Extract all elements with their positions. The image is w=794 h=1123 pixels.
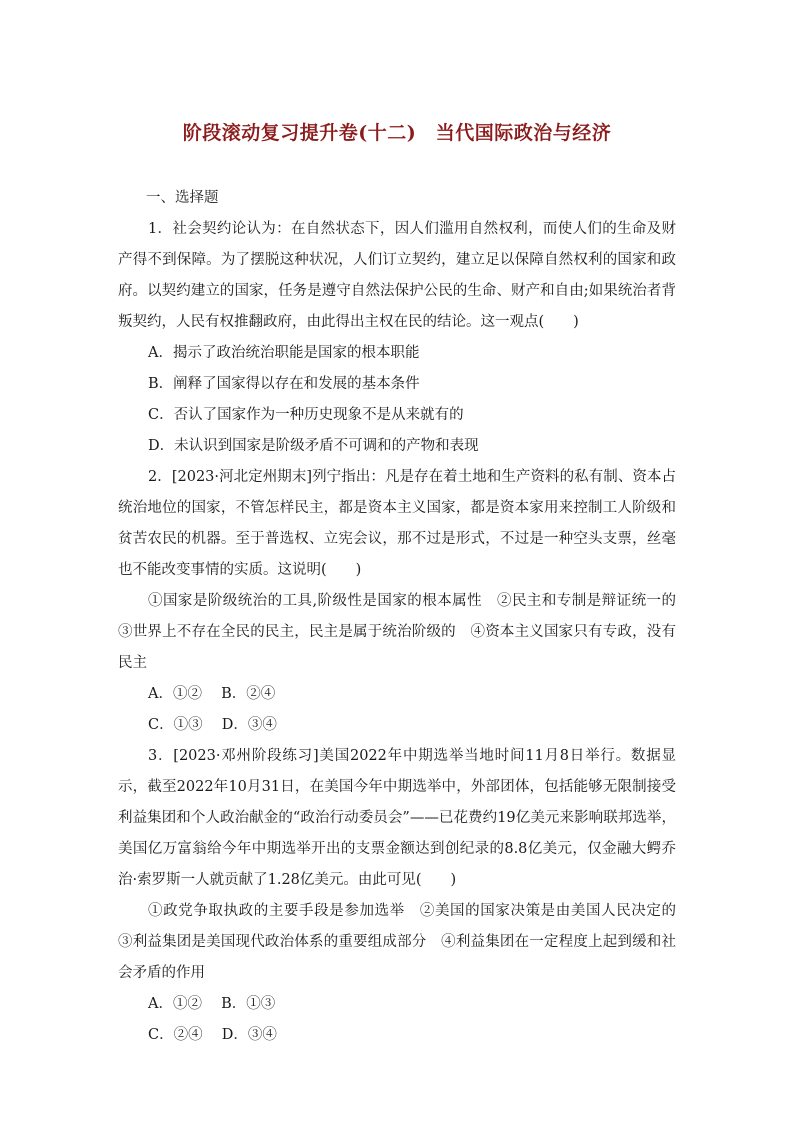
question-2 [118,462,691,741]
question-stem: 3．[2023·邓州阶段练习]美国2022年中期选举当地时间11月8日举行。数据显示，截至2022年10月31日，在美国今年中期选举中，外部团体，包括能够无限制接受利益集团和个人政治献金的“政治行动委员会”——已花费约19亿美元来影响联邦选举，美国亿万富翁给今年中期选举开出的支票金额达到创纪录的8.8亿美元，仅金融大鳄乔治·索罗斯一人就贡献了1.28亿美元。由此可见( ) [118,748,676,888]
option-row-cd: C．②④ D．③④ [148,1027,277,1043]
option-row-ab: A．①② B．①③ [148,996,276,1012]
option-row-cd: C．①③ D．③④ [148,717,277,733]
option-c: C．否认了国家作为一种历史现象不是从来就有的 [148,407,464,423]
question-statements: ①国家是阶级统治的工具,阶级性是国家的根本属性 ②民主和专制是辩证统一的 ③世界上不存在全民的民主，民主是属于统治阶级的 ④资本主义国家只有专政，没有民主 [118,593,691,671]
option-a: A．揭示了政治统治职能是国家的根本职能 [148,345,420,361]
option-b: B．阐释了国家得以存在和发展的基本条件 [148,376,420,392]
section-heading: 一、选择题 [146,190,219,206]
option-d: D．未认识到国家是阶级矛盾不可调和的产物和表现 [148,438,479,454]
option-row-ab: A．①② B．②④ [148,686,276,702]
question-stem: 1．社会契约论认为：在自然状态下，因人们滥用自然权利，而使人们的生命及财产得不到保障。为了摆脱这种状况，人们订立契约，建立足以保障自然权利的国家和政府。以契约建立的国家，任务是遵守自然法保护公民的生命、财产和自由;如果统治者背叛契约，人民有权推翻政府，由此得出主权在民的结论。这一观点( ) [118,221,676,330]
question-statements: ①政党争取执政的主要手段是参加选举 ②美国的国家决策是由美国人民决定的 ③利益集团是美国现代政治体系的重要组成部分 ④利益集团在一定程度上起到缓和社会矛盾的作用 [118,903,691,981]
page-title: 阶段滚动复习提升卷(十二) 当代国际政治与经济 [182,122,612,144]
question-stem: 2．[2023·河北定州期末]列宁指出：凡是存在着土地和生产资料的私有制、资本占统治地位的国家，不管怎样民主，都是资本主义国家，都是资本家用来控制工人阶级和贫苦农民的机器。至于普选权、立宪会议，那不过是形式，不过是一种空头支票，丝毫也不能改变事情的实质。这说明( ) [118,469,676,578]
question-1 [118,214,676,462]
question-3 [118,741,691,1051]
